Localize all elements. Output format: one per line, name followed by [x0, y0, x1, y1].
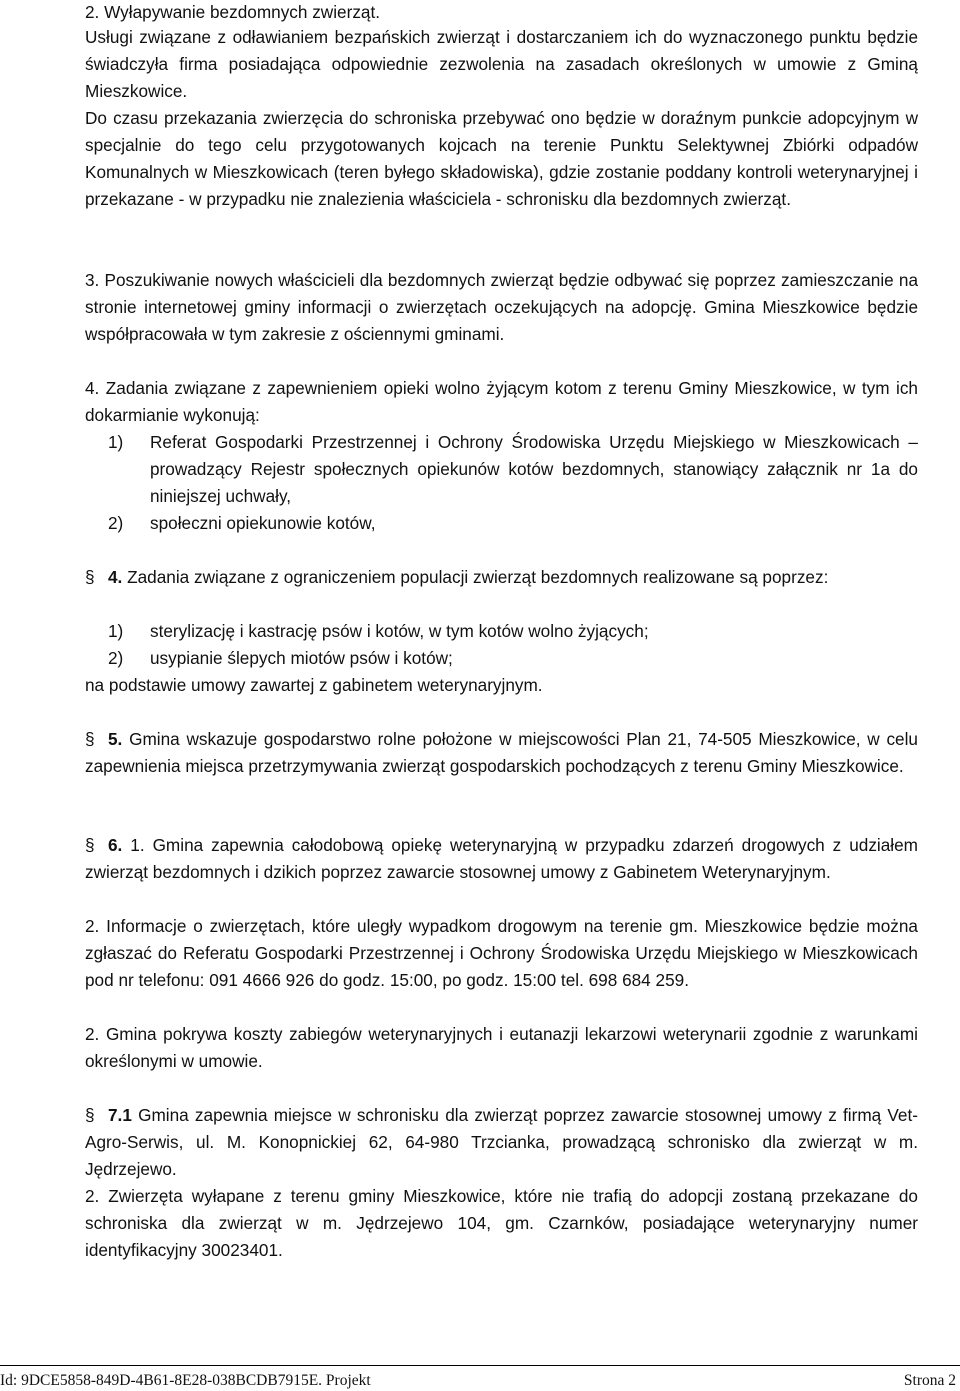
list-item	[108, 429, 918, 510]
section-sign: §	[85, 567, 95, 587]
paragraph-feral-cats: 4. Zadania związane z zapewnieniem opieki wolno żyjącym kotom z terenu Gminy Mieszkowice, w tym ich dokarmianie wykonują:	[85, 378, 918, 425]
section-number: 6.	[108, 835, 123, 855]
section-sign: §	[85, 835, 95, 855]
paragraph-new-owners: 3. Poszukiwanie nowych właścicieli dla bezdomnych zwierząt będzie odbywać się poprzez zamieszczanie na stronie internetowej gminy informacji o zwierzętach oczekujących na adopcję. Gmina Mieszkowice będzie współpracowała w tym zakresie z ościennymi gminami.	[85, 270, 918, 344]
paragraph-capture-service: Usługi związane z odławianiem bezpańskich zwierząt i dostarczaniem ich do wyznaczonego punktu będzie świadczyła firma posiadająca odpowiednie zezwolenia na zasadach określonych w umowie z Gminą Mieszkowice.	[85, 27, 918, 101]
paragraph-shelter-transfer: 2. Zwierzęta wyłapane z terenu gminy Mieszkowice, które nie trafią do adopcji zostaną przekazane do schroniska dla zwierząt w m. Jędrzejewo 104, gm. Czarnków, posiadające weterynaryjny numer identyfikacyjny 30023401.	[85, 1186, 918, 1260]
paragraph-temporary-shelter: Do czasu przekazania zwierzęcia do schroniska przebywać ono będzie w doraźnym punkcie adopcyjnym w specjalnie do tego celu przygotowanych kojcach na terenie Punktu Selektywnej Zbiórki odpadów Komunalnych w Mieszkowicach (teren byłego składowiska), gdzie zostanie poddany kontroli weterynaryjnej i przekazane - w przypadku nie znalezienia właściciela - schronisku dla bezdomnych zwierząt.	[85, 108, 918, 209]
section-text: 1. Gmina zapewnia całodobową opiekę weterynaryjną w przypadku zdarzeń drogowych z udziałem zwierząt bezdomnych i dzikich poprzez zawarcie stosownej umowy z Gabinetem Weterynaryjnym.	[85, 835, 918, 882]
section-5	[85, 726, 918, 780]
section-heading: 2. Wyłapywanie bezdomnych zwierząt.	[85, 2, 381, 22]
list-item-number: 1)	[108, 432, 124, 452]
list-item	[108, 618, 918, 645]
list-item-number: 2)	[108, 513, 124, 533]
section-number: 7.1	[108, 1105, 132, 1125]
list-item-text: usypianie ślepych miotów psów i kotów;	[150, 648, 453, 668]
section-text: Zadania związane z ograniczeniem populacji zwierząt bezdomnych realizowane są poprzez:	[122, 567, 829, 587]
section-sign: §	[85, 729, 95, 749]
section-sign: §	[85, 1105, 95, 1125]
list-item-text: Referat Gospodarki Przestrzennej i Ochrony Środowiska Urzędu Miejskiego w Mieszkowicach – prowadzący Rejestr społecznych opiekunów kotów bezdomnych, stanowiący załącznik nr 1a do niniejszej uchwały,	[150, 432, 918, 506]
list-item-text: sterylizację i kastrację psów i kotów, w tym kotów wolno żyjących;	[150, 621, 649, 641]
paragraph-vet-costs: 2. Gmina pokrywa koszty zabiegów weterynaryjnych i eutanazji lekarzowi weterynarii zgodnie z warunkami określonymi w umowie.	[85, 1024, 918, 1071]
footer-document-id: Id: 9DCE5858-849D-4B61-8E28-038BCDB7915E. Projekt	[0, 1372, 371, 1389]
section-number: 5.	[108, 729, 123, 749]
paragraph-road-accidents: 2. Informacje o zwierzętach, które uległy wypadkom drogowym na terenie gm. Mieszkowice będzie można zgłaszać do Referatu Gospodarki Przestrzennej i Ochrony Środowiska Urzędu Miejskiego w Mieszkowicach pod nr telefonu: 091 4666 926 do godz. 15:00, po godz. 15:00 tel. 698 684 259.	[85, 916, 918, 990]
section-6	[85, 832, 918, 886]
footer-page-number: Strona 2	[903, 1372, 956, 1389]
footer-divider	[0, 1365, 960, 1366]
paragraph-vet-contract: na podstawie umowy zawartej z gabinetem weterynaryjnym.	[85, 675, 543, 695]
section-number: 4.	[108, 567, 123, 587]
list-item-number: 2)	[108, 648, 124, 668]
list-item-number: 1)	[108, 621, 124, 641]
list-item-text: społeczni opiekunowie kotów,	[150, 513, 376, 533]
section-7	[85, 1102, 918, 1183]
list-item	[108, 645, 918, 672]
list-item	[108, 510, 918, 537]
section-text: Gmina zapewnia miejsce w schronisku dla zwierząt poprzez zawarcie stosownej umowy z firmą Vet-Agro-Serwis, ul. M. Konopnickiej 62, 64-980 Trzcianka, prowadzącą schronisko dla zwierząt w m. Jędrzejewo.	[85, 1105, 918, 1179]
section-text: Gmina wskazuje gospodarstwo rolne położone w miejscowości Plan 21, 74-505 Mieszkowice, w celu zapewnienia miejsca przetrzymywania zwierząt gospodarskich pochodzących z terenu Gminy Mieszkowice.	[85, 729, 918, 776]
section-4	[85, 564, 918, 591]
